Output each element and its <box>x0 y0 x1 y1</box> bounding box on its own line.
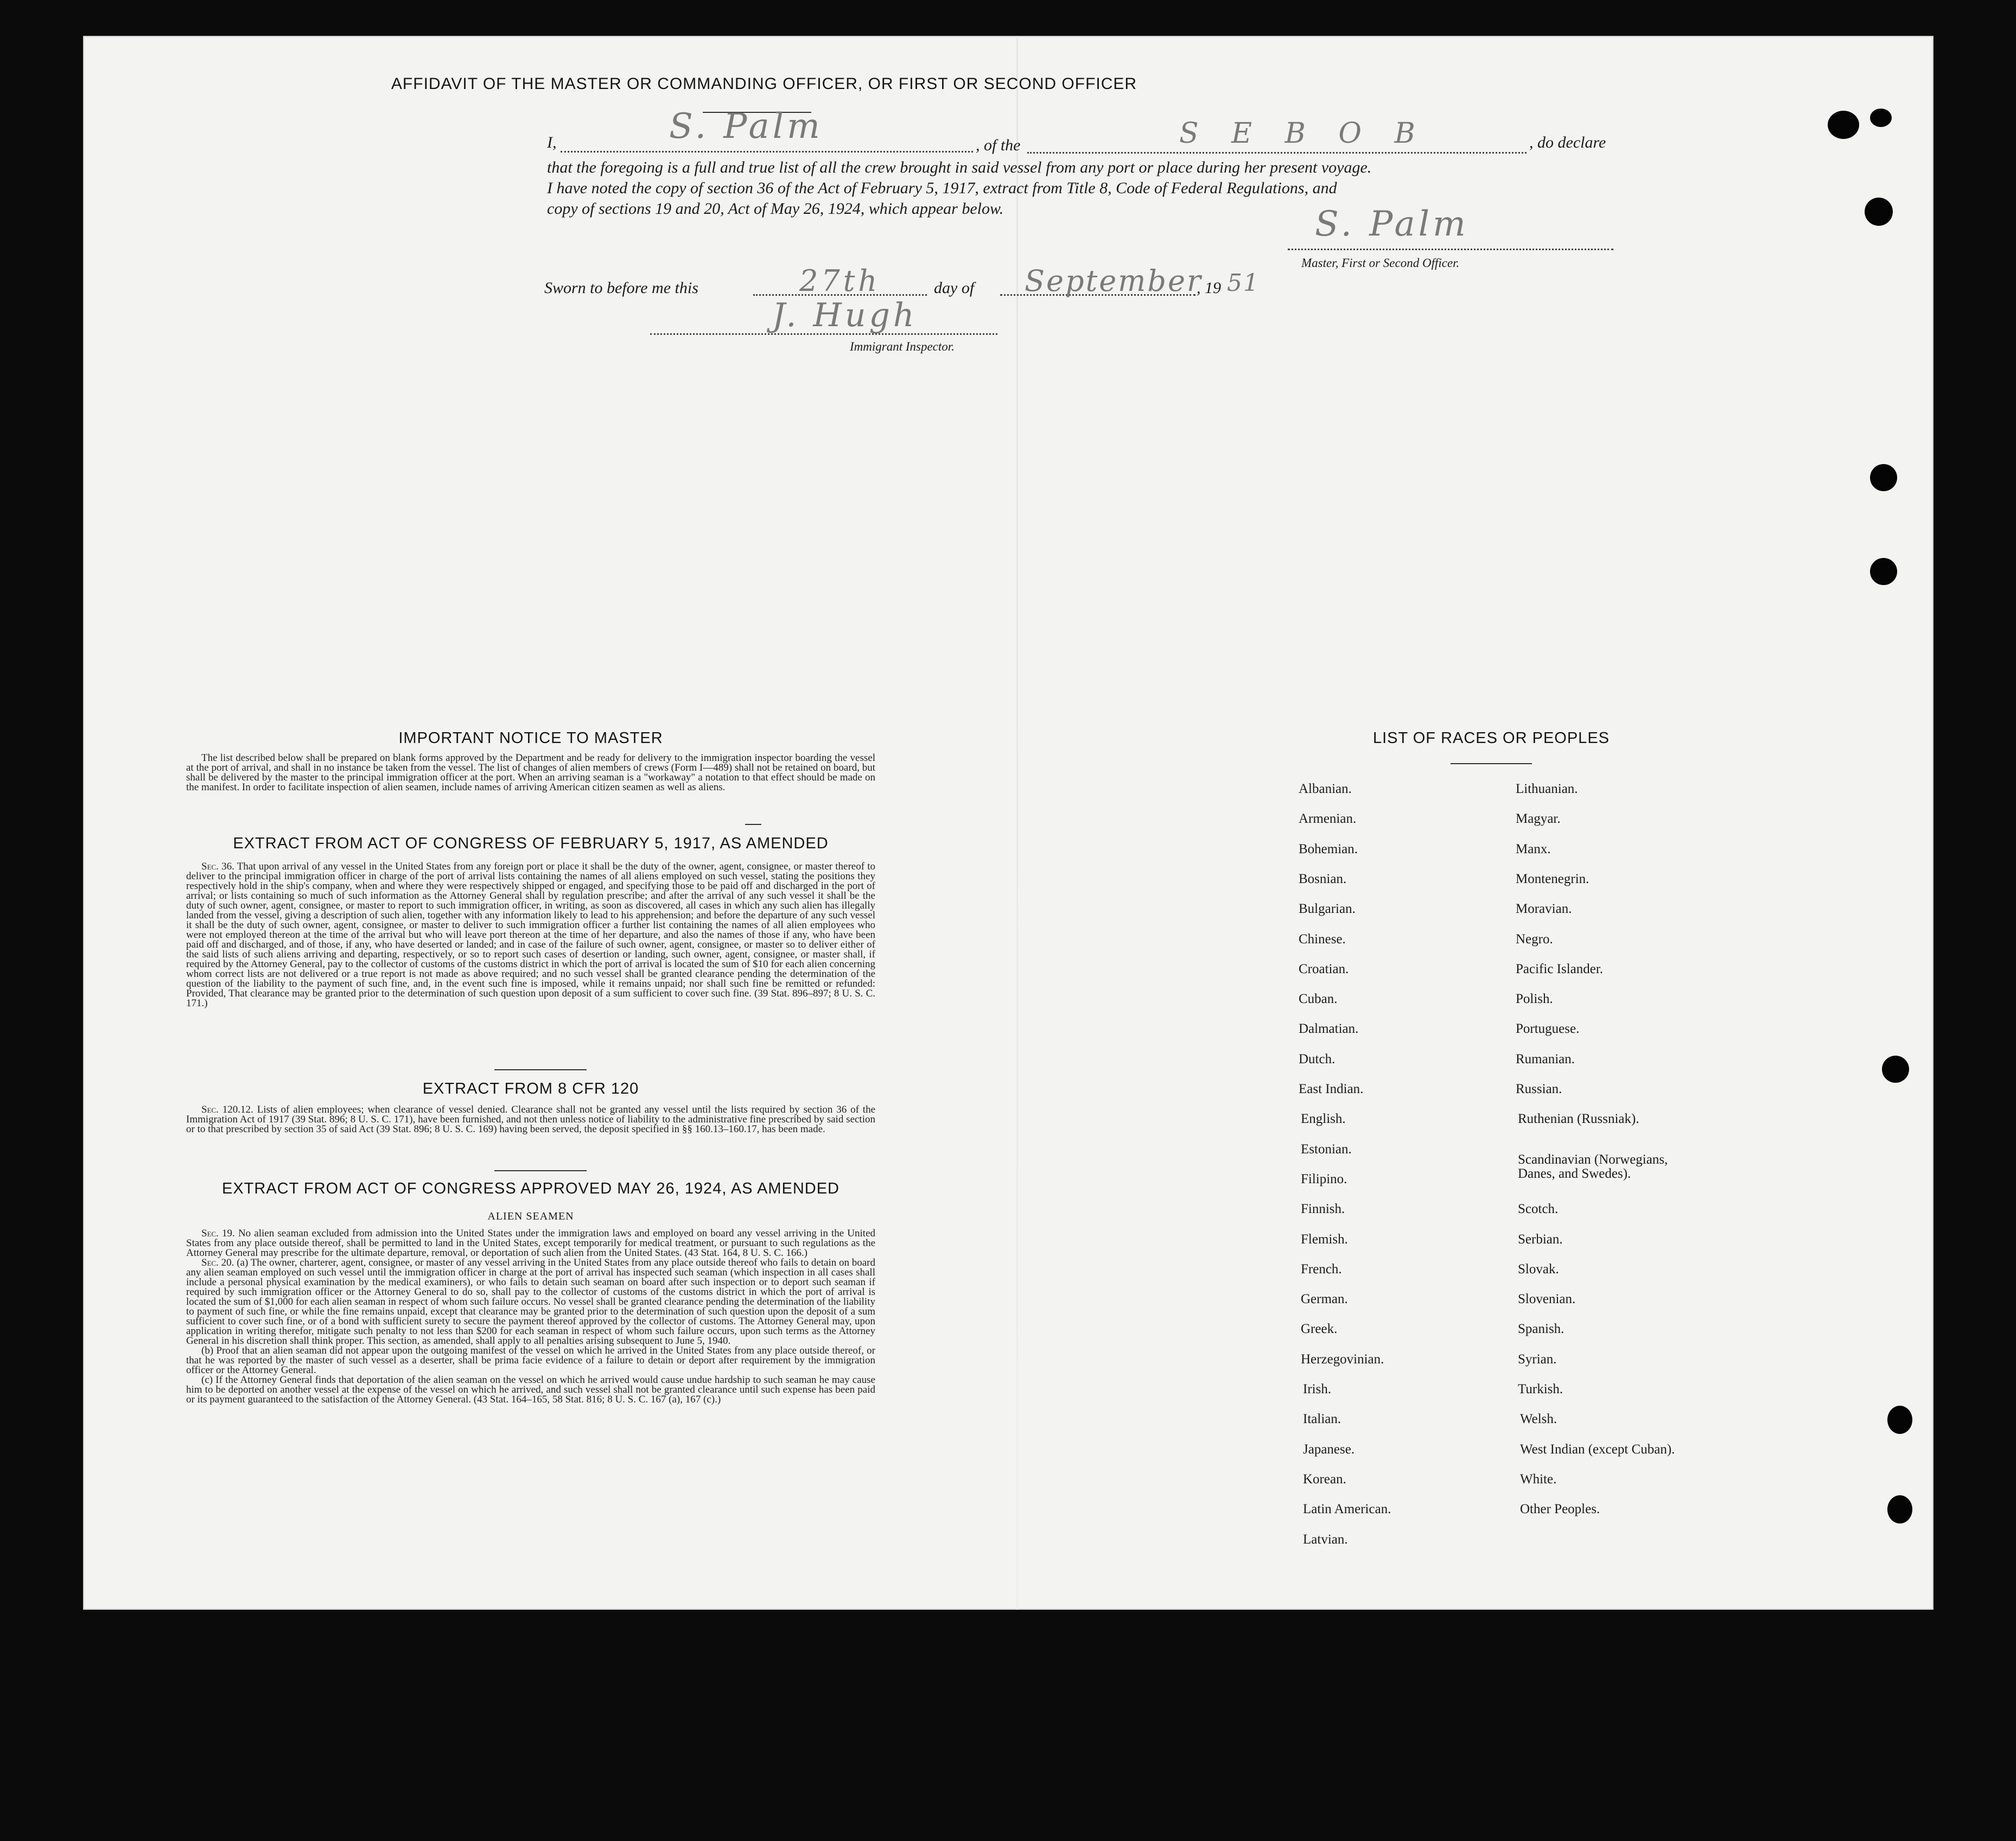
affidavit-title: AFFIDAVIT OF THE MASTER OR COMMANDING OFFICER, OR FIRST OR SECOND OFFICER <box>391 75 1137 93</box>
divider-2 <box>494 1170 587 1171</box>
name-line <box>561 151 973 153</box>
race-item: Slovak. <box>1518 1262 1559 1277</box>
race-item: English. <box>1301 1112 1346 1126</box>
year-prefix: , 19 <box>1197 279 1221 297</box>
sec-20b-text: (b) Proof that an alien seaman did not appear upon the outgoing manifest of the vessel on which he arrived in the United States from any place outside thereof, or that he was reported by the master of such vessel as a deserter, shall be prima facie evidence of a failure to detain or deport after requirement by the immigration officer or the Attorney General. <box>186 1345 875 1376</box>
race-item: Syrian. <box>1518 1352 1557 1367</box>
do-declare-label: , do declare <box>1529 134 1606 151</box>
race-item: Serbian. <box>1518 1232 1563 1247</box>
punch-hole <box>1870 109 1892 127</box>
punch-hole <box>1870 464 1897 491</box>
sworn-day-handwritten: 27th <box>799 264 881 298</box>
race-item: Dutch. <box>1299 1052 1335 1066</box>
declarant-prefix: I, <box>547 134 557 151</box>
race-item: Chinese. <box>1299 932 1346 947</box>
races-title-rule <box>1451 763 1532 764</box>
race-item: Montenegrin. <box>1516 872 1589 886</box>
race-item: Korean. <box>1303 1472 1346 1487</box>
punch-hole <box>1828 111 1859 139</box>
extract-1924-title: EXTRACT FROM ACT OF CONGRESS APPROVED MAY 26, 1924, AS AMENDED <box>222 1180 840 1197</box>
race-item: Greek. <box>1301 1322 1338 1336</box>
race-item: Turkish. <box>1518 1382 1563 1396</box>
divider-1 <box>494 1069 587 1070</box>
race-item: Polish. <box>1516 992 1553 1006</box>
form-sheet <box>83 36 1934 1610</box>
race-item: Scotch. <box>1518 1202 1559 1216</box>
race-item: Italian. <box>1303 1412 1341 1426</box>
notice-paragraph: The list described below shall be prepared on blank forms approved by the Department and be ready for delivery to the immigration inspector boarding the vessel at the port of arrival, and shall in no instance be taken from the vessel. The list of changes of alien members of crews (Form I—489) shall not be retained on board, but shall be delivered by the master to the principal immigration officer at the port. When an arriving seaman is a "workaway" a notation to that effect should be made on the manifest. In order to facilitate inspection of alien seamen, include names of arriving American citizen seamen as well as aliens. <box>186 752 875 793</box>
race-item: Dalmatian. <box>1299 1021 1359 1036</box>
punch-hole <box>1887 1406 1912 1434</box>
race-item: Albanian. <box>1299 782 1352 796</box>
extract-cfr-title: EXTRACT FROM 8 CFR 120 <box>422 1080 639 1097</box>
extract-1917-text: That upon arrival of any vessel in the United States from any foreign port or place it shall be the duty of the owner, agent, consignee, or master thereof to deliver to the principal immigration officer in charge of the port of arrival lists containing the names of all aliens employed on such vessel, stating the positions they respectively hold in the ship's company, when and where they were respectively shipped or engaged, and specifying those to be paid off and discharged in the port of arrival; or lists containing so much of such information as the Attorney General shall by regulation prescribe; and after the arrival of any such vessel it shall be the duty of such owner, agent, consignee, or master to report to such immigration officer, in writing, as soon as discovered, all cases in which any such alien has illegally landed from the vessel, giving a description of such alien, together with any information likely to lead to his apprehension; and before the departure of any such vessel it shall be the duty of such owner, agent, consignee, or master to deliver to such immigration officer a further list containing the names of all alien employees who were not employed thereon at the time of the arrival but who will leave port thereon at the time of her departure, and also the names of those if any, who have been paid off and discharged, and of those, if any, who have deserted or landed; and in case of the failure of such owner, agent, consignee, or master so to deliver either of the said lists of such aliens arriving and departing, respectively, or so to report such cases of desertion or landing, such owner, agent, consignee, or master shall, if required by the Attorney General, pay to the collector of customs of the customs district in which the port of arrival is located the sum of $10 for each alien concerning whom correct lists are not delivered or a true report is not made as above required; and no such vessel shall be granted clearance pending the determination of the question of the liability to the payment of such fine, and, in the event such fine is imposed, while it remains unpaid; nor shall such fine be remitted or refunded: Provided, That clearance may be granted prior to the determination of such question upon deposit of a sum sufficient to cover such fine. (39 Stat. 896–897; 8 U. S. C. 171.) <box>186 861 875 1009</box>
declaration-line-2: that the foregoing is a full and true list of all the crew brought in said vessel from any port or place during her present voyage. <box>547 158 1372 176</box>
extract-cfr-text: Lists of alien employees; when clearance of vessel denied. Clearance shall not be granted any vessel until the lists required by section 36 of the Immigration Act of 1917 (39 Stat. 896; 8 U. S. C. 171), have been furnished, and not then unless notice of liability to the administrative fine prescribed by said section or to that prescribed by section 35 of said Act (39 Stat. 896; 8 U. S. C. 169) having been served, the deposit specified in §§ 160.13–160.17, has been made. <box>186 1104 875 1135</box>
page-fold <box>1016 36 1018 1610</box>
master-caption: Master, First or Second Officer. <box>1301 256 1460 270</box>
race-item: Magyar. <box>1516 811 1561 826</box>
race-item: Lithuanian. <box>1516 782 1578 796</box>
inspector-signature: J. Hugh <box>772 296 918 334</box>
inspector-signature-line <box>650 333 997 335</box>
sworn-month-handwritten: September <box>1025 264 1203 298</box>
notice-title: IMPORTANT NOTICE TO MASTER <box>398 729 663 747</box>
race-item: Rumanian. <box>1516 1052 1575 1066</box>
extract-cfr-body <box>186 1105 875 1134</box>
race-item: Manx. <box>1516 842 1551 856</box>
sworn-year-handwritten: 51 <box>1227 269 1260 297</box>
race-item: Spanish. <box>1518 1322 1565 1336</box>
extract-1917-body <box>186 862 875 1008</box>
of-the-label: , of the <box>976 136 1021 154</box>
race-item: Japanese. <box>1303 1442 1355 1457</box>
race-item: Finnish. <box>1301 1202 1345 1216</box>
declaration-line-3: I have noted the copy of section 36 of the Act of February 5, 1917, extract from Title 8, Code of Federal Regulations, and <box>547 179 1337 197</box>
races-title: LIST OF RACES OR PEOPLES <box>1372 729 1610 747</box>
vessel-name-handwritten: S E B O B <box>1179 117 1427 150</box>
race-item: Slovenian. <box>1518 1292 1576 1306</box>
race-item: Irish. <box>1303 1382 1332 1396</box>
race-item: White. <box>1520 1472 1557 1487</box>
race-item: Armenian. <box>1299 811 1357 826</box>
sec-19-text: No alien seaman excluded from admission into the United States under the immigration laws and employed on board any vessel arriving in the United States from any place outside thereof, shall be permitted to land in the United States, except temporarily for medical treatment, or pursuant to such regulations as the Attorney General may prescribe for the ultimate departure, removal, or deportation of such alien from the United States. (43 Stat. 164, 8 U. S. C. 166.) <box>186 1228 876 1259</box>
extract-1917-sec: Sec. 36. <box>201 861 234 872</box>
race-item: Bulgarian. <box>1299 902 1356 916</box>
race-item: Portuguese. <box>1516 1021 1580 1036</box>
declarant-signature: S. Palm <box>669 106 823 147</box>
race-item: Bosnian. <box>1299 872 1347 886</box>
race-item: Bohemian. <box>1299 842 1358 856</box>
sec-20a-text: (a) The owner, charterer, agent, consignee, or master of any vessel arriving in the United States from any place outside thereof who fails to detain on board any alien seaman employed on such vessel until the immigration officer in charge at the port of arrival has inspected such seaman (which inspection in all cases shall include a personal physical examination by the medical examiners), or who fails to detain such seaman on board after such inspection or to deport such seaman if required by such immigration officer or the Attorney General to do so, shall pay to the collector of customs of the customs district in which the port of arrival is located the sum of $1,000 for each alien seaman in respect of whom such failure occurs. No vessel shall be granted clearance pending the determination of the liability to payment of such fine, or while the fine remains unpaid, except that clearance may be granted prior to the determination of such question upon the deposit of a sum sufficient to cover such fine, or of a bond with sufficient surety to secure the payment thereof approved by the collector of customs. The Attorney General may, upon application in writing therefor, mitigate such penalty to not less than $200 for each seaman in respect of whom such failure occurs, upon such terms as the Attorney General in his discretion shall think proper. This section, as amended, shall apply to all penalties arising subsequent to June 5, 1940. <box>186 1257 876 1347</box>
day-of-label: day of <box>934 279 975 297</box>
punch-hole <box>1865 198 1893 226</box>
race-item: Scandinavian (Norwegians, Danes, and Swedes). <box>1518 1152 1668 1181</box>
punch-hole <box>1882 1056 1909 1083</box>
sec-20c-text: (c) If the Attorney General finds that deportation of the alien seaman on the vessel on which he arrived would cause undue hardship to such seaman he may cause him to be deported on another vessel at the expense of the vessel on which he arrived, and such vessel shall not be granted clearance until such expense has been paid or its payment guaranteed to the satisfaction of the Attorney General. (43 Stat. 164–165, 58 Stat. 816; 8 U. S. C. 167 (a), 167 (c).) <box>186 1374 875 1405</box>
sworn-prefix: Sworn to before me this <box>544 279 698 297</box>
race-item: French. <box>1301 1262 1342 1277</box>
extract-cfr-sec: Sec. 120.12. <box>201 1104 253 1115</box>
race-item: Welsh. <box>1520 1412 1557 1426</box>
punch-hole <box>1870 558 1897 585</box>
punch-hole <box>1887 1495 1912 1523</box>
race-item: Russian. <box>1516 1082 1562 1096</box>
race-item: Latvian. <box>1303 1532 1348 1547</box>
declaration-line-4: copy of sections 19 and 20, Act of May 26, 1924, which appear below. <box>547 200 1004 218</box>
race-item: Pacific Islander. <box>1516 962 1604 976</box>
master-signature: S. Palm <box>1315 204 1469 244</box>
extract-1917-title: EXTRACT FROM ACT OF CONGRESS OF FEBRUARY 5, 1917, AS AMENDED <box>233 835 829 852</box>
inspector-caption: Immigrant Inspector. <box>850 340 955 353</box>
race-item: Other Peoples. <box>1520 1502 1600 1516</box>
race-item: German. <box>1301 1292 1348 1306</box>
vessel-line <box>1027 152 1527 154</box>
race-item: East Indian. <box>1299 1082 1364 1096</box>
race-item: Flemish. <box>1301 1232 1348 1247</box>
race-item: Herzegovinian. <box>1301 1352 1384 1367</box>
extract-1924-body <box>186 1229 875 1405</box>
alien-seamen-subtitle: ALIEN SEAMEN <box>487 1210 574 1222</box>
race-item: Cuban. <box>1299 992 1338 1006</box>
notice-body <box>186 753 875 792</box>
race-item: Ruthenian (Russniak). <box>1518 1112 1639 1126</box>
sec-20-label: Sec. 20. <box>201 1257 234 1268</box>
race-item: Estonian. <box>1301 1142 1352 1157</box>
race-item: Moravian. <box>1516 902 1572 916</box>
race-item: Filipino. <box>1301 1172 1347 1186</box>
race-item: West Indian (except Cuban). <box>1520 1442 1675 1457</box>
notice-mark <box>745 824 761 825</box>
race-item: Croatian. <box>1299 962 1349 976</box>
race-item: Latin American. <box>1303 1502 1391 1516</box>
master-signature-line <box>1288 249 1613 250</box>
sec-19-label: Sec. 19. <box>201 1228 235 1239</box>
race-item: Negro. <box>1516 932 1553 947</box>
